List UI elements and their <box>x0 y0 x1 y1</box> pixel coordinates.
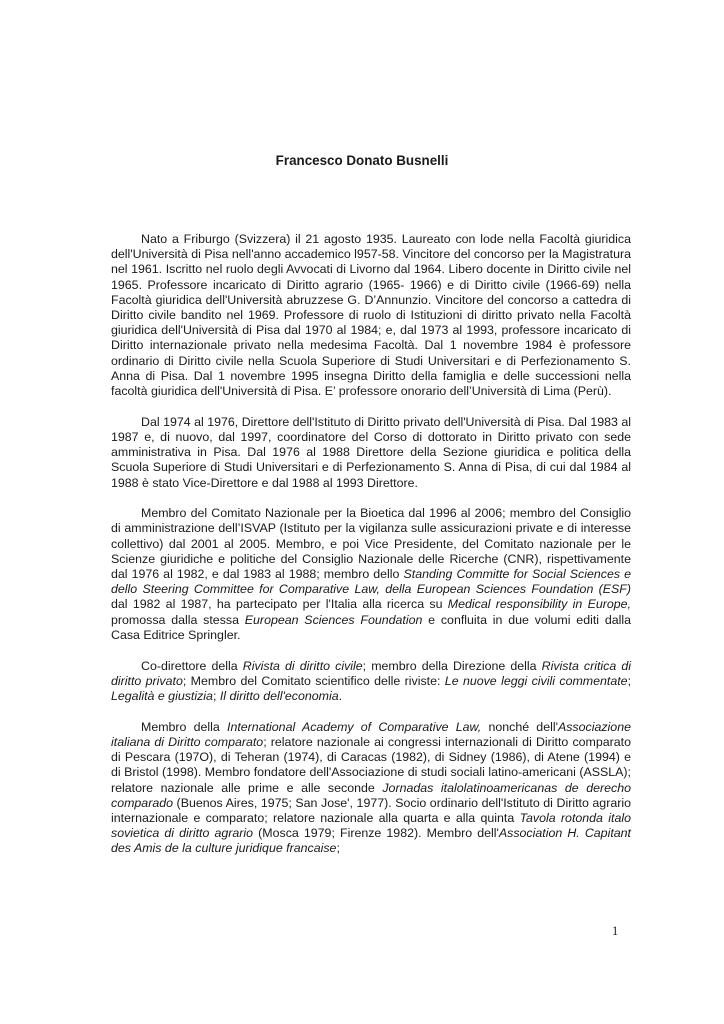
paragraph-text: Nato a Friburgo (Svizzera) il 21 agosto 1935. Laureato con lode nella Facoltà giuridica dell'Università di Pisa nell'anno accademico l957-58. Vincitore del concorso per la Magistratura nel 1961. Iscritto nel ruolo degli Avvocati di Livorno dal 1964. Libero docente in Diritto civile nel 1965. Professore incaricato di Diritto agrario (1965- 1966) e di Diritto civile (1966-69) nella Facoltà giuridica dell'Università abruzzese G. D’Annunzio. Vincitore del concorso a cattedra di Diritto civile bandito nel 1969. Professore di ruolo di Istituzioni di diritto privato nella Facoltà giuridica dell'Università di Pisa dal 1970 al 1984; e, dal 1973 al 1993, professore incaricato di Diritto internazionale privato nella medesima Facoltà. Dal 1 novembre 1984 è professore ordinario di Diritto civile nella Scuola Superiore di Studi Universitari e di Perfezionamento S. Anna di Pisa. Dal 1 novembre 1995 insegna Diritto della famiglia e delle successioni nella facoltà giuridica dell'Università di Pisa. E’ professore onorario dell’Università di Lima (Perù). <box>111 232 631 399</box>
paragraph-text: e confluita in due volumi editi dalla Casa Editrice Springler. <box>111 612 632 642</box>
paragraph-2 <box>111 415 631 491</box>
italic-text: Associazione italiana di Diritto comparato <box>111 719 631 749</box>
italic-text: Rivista di diritto civile <box>242 658 363 673</box>
paragraph-text: nonché dell' <box>481 719 558 734</box>
paragraph-text: dal 1982 al 1987, ha partecipato per l'Italia alla ricerca su <box>111 597 448 612</box>
italic-text: International Academy of Comparative Law, <box>227 719 482 734</box>
paragraph-3 <box>111 506 631 643</box>
document-title: Francesco Donato Busnelli <box>275 153 449 168</box>
paragraph-text: ; <box>336 841 340 856</box>
paragraph-text: promossa dalla stessa <box>111 612 245 627</box>
paragraph-text: ; relatore nazionale ai congressi internazionali di Diritto comparato di Pescara (197O), di Teheran (1974), di Caracas (1982), di Sidney (1986), di Atene (1994) e di Bristol (1998). Membro fondatore dell'Associazione di studi sociali latino-americani (ASSLA); relatore nazionale alle prime e alle seconde <box>111 734 631 795</box>
italic-text: Tavola rotonda italo sovietica di diritto agrario <box>111 810 631 841</box>
italic-text: Rivista critica di diritto privato <box>111 658 631 688</box>
paragraph-4 <box>111 659 631 705</box>
italic-text: Le nuove leggi civili commentate <box>444 673 628 688</box>
paragraph-text: Membro della <box>141 719 228 734</box>
paragraph-text: (Buenos Aires, 1975; San Jose', 1977). Socio ordinario dell'Istituto di Diritto agrario internazionale e comparato; relatore nazionale alla quarta e alla quinta <box>111 795 631 825</box>
paragraph-text: . <box>338 688 343 703</box>
paragraph-1 <box>111 232 631 399</box>
paragraph-5 <box>111 720 631 857</box>
italic-text: Il diritto dell'economia <box>219 688 339 703</box>
paragraph-text: ; membro della Direzione della <box>362 658 542 673</box>
italic-text: Medical responsibility in Europe, <box>447 597 631 612</box>
paragraph-text: (Mosca 1979; Firenze 1982). Membro dell' <box>253 826 499 841</box>
paragraph-text: Dal 1974 al 1976, Direttore dell'Istituto di Diritto privato dell'Università di Pisa. Dal 1983 al 1987 e, di nuovo, dal 1997, coordinatore del Corso di dottorato in Diritto privato con sede amministrativa in Pisa. Dal 1976 al 1988 Direttore della Sezione giuridica e politica della Scuola Superiore di Studi Universitari e di Perfezionamento S. Anna di Pisa, di cui dal 1984 al 1988 è stato Vice-Direttore e dal 1988 al 1993 Direttore. <box>111 414 631 490</box>
document-body <box>111 232 631 857</box>
italic-text: Standing Committe for Social Sciences e dello Steering Committee for Comparative Law, della European Sciences Foundation (ESF) <box>111 567 631 597</box>
italic-text: European Sciences Foundation <box>244 612 423 627</box>
paragraph-text: ; Membro del Comitato scientifico delle riviste: <box>182 673 445 688</box>
italic-text: Jornadas italolatinoamericanas de derecho comparado <box>111 780 632 810</box>
paragraph-text: ; <box>212 688 220 703</box>
paragraph-text: Membro del Comitato Nazionale per la Bioetica dal 1996 al 2006; membro del Consiglio di amministrazione dell’ISVAP (Istituto per la vigilanza sulle assicurazioni private e di interesse collettivo) dal 2001 al 2005. Membro, e poi Vice Presidente, del Comitato nazionale per le Scienze giuridiche e politiche del Consiglio Nazionale delle Ricerche (CNR), rispettivamente dal 1976 al 1982, e dal 1983 al 1988; membro dello <box>111 506 631 582</box>
italic-text: Legalità e giustizia <box>111 688 213 703</box>
paragraph-text: Co-direttore della <box>141 658 243 673</box>
italic-text: Association H. Capitant des Amis de la culture juridique francaise <box>111 826 631 856</box>
paragraph-text: ; <box>627 673 632 688</box>
page-number: 1 <box>612 924 619 938</box>
